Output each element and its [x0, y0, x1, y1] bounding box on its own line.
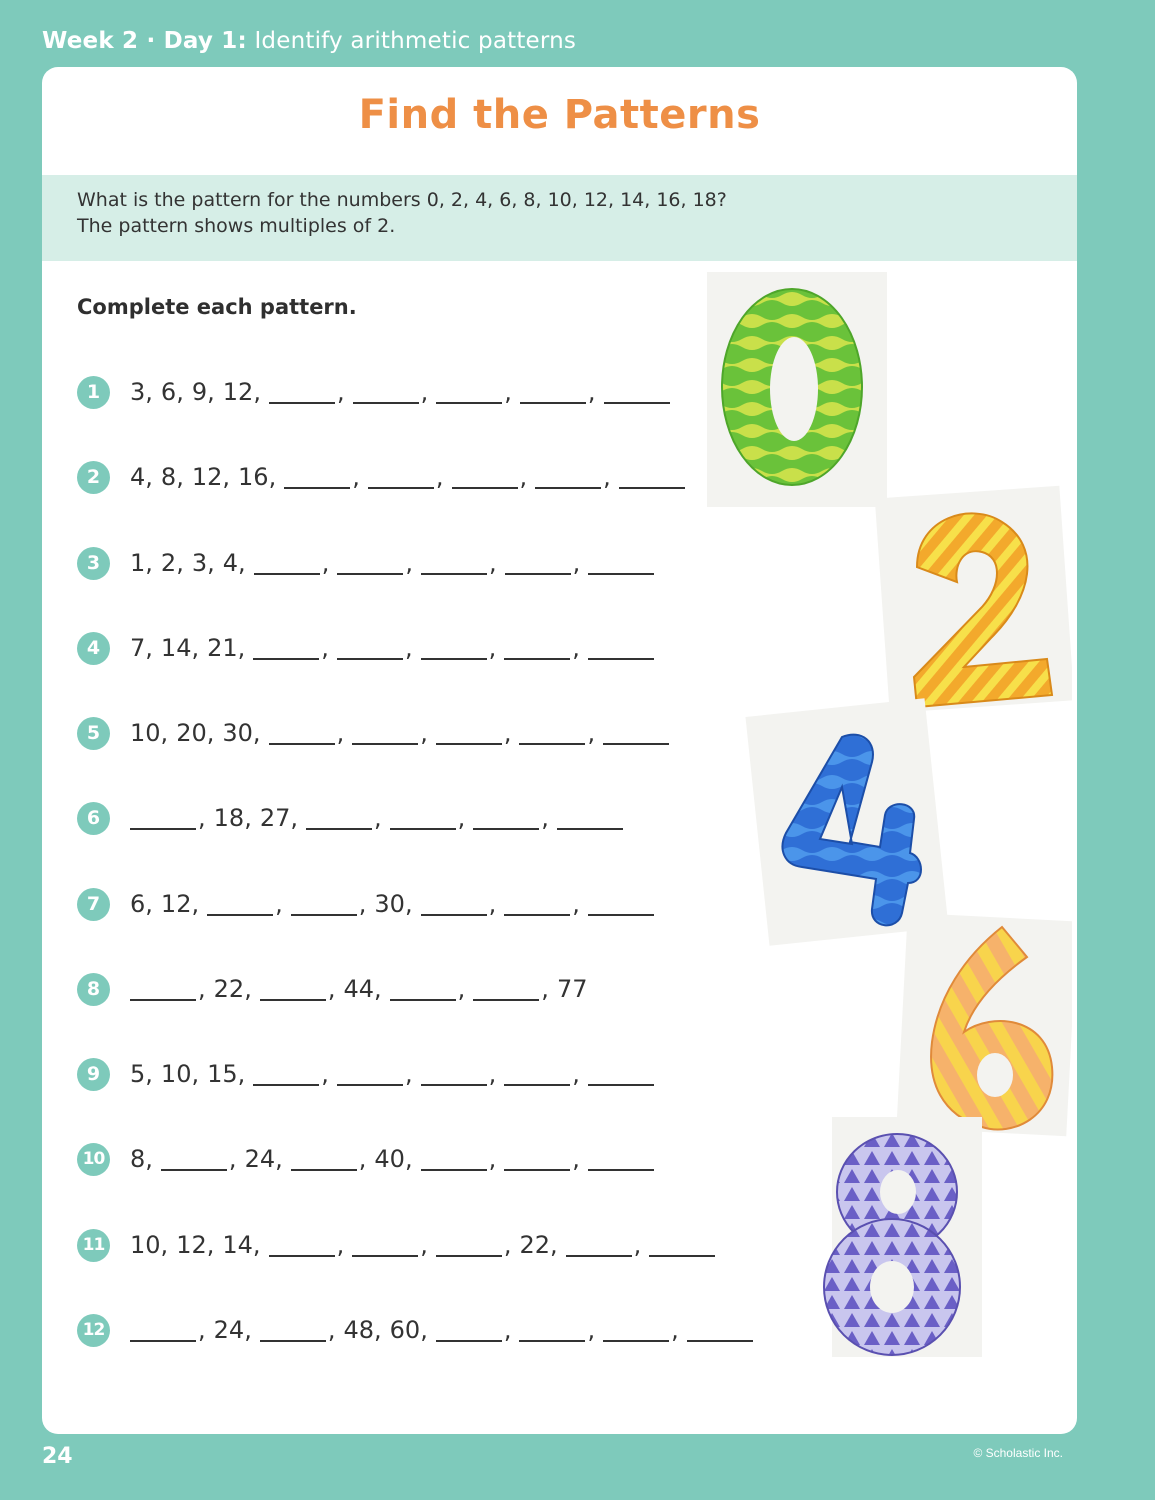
answer-blank[interactable]: [260, 1318, 326, 1342]
answer-blank[interactable]: [504, 1062, 570, 1086]
comma-separator: ,: [207, 549, 215, 577]
problem-number-badge: 1: [77, 376, 110, 409]
answer-blank[interactable]: [421, 551, 487, 575]
comma-separator: ,: [206, 1231, 215, 1259]
example-box: [42, 175, 1077, 261]
pattern-value: 44: [343, 975, 375, 1003]
page-title: Find the Patterns: [358, 92, 761, 138]
page-number: 24: [42, 1444, 73, 1469]
pattern-value: 1: [130, 549, 146, 577]
digit-zero-art: [707, 272, 887, 507]
pattern-value: 6: [130, 890, 146, 918]
comma-separator: ,: [541, 975, 549, 1003]
comma-separator: ,: [405, 549, 413, 577]
comma-separator: ,: [145, 890, 153, 918]
pattern-value: 18: [213, 804, 245, 832]
comma-separator: ,: [191, 1060, 200, 1088]
pattern-problem-12: [77, 1312, 755, 1348]
answer-blank[interactable]: [604, 380, 670, 404]
pattern-value: 3: [191, 549, 208, 577]
answer-blank[interactable]: [130, 977, 196, 1001]
pattern-value: 7: [130, 634, 146, 662]
problem-number-badge: 12: [77, 1314, 110, 1347]
comma-separator: ,: [488, 549, 497, 577]
answer-blank[interactable]: [390, 806, 456, 830]
pattern-problem-1: [77, 374, 672, 410]
answer-blank[interactable]: [368, 465, 434, 489]
problem-number-badge: 8: [77, 973, 110, 1006]
answer-blank[interactable]: [588, 551, 654, 575]
comma-separator: ,: [488, 890, 497, 918]
page-header: [42, 28, 576, 54]
answer-blank[interactable]: [269, 721, 335, 745]
answer-blank[interactable]: [207, 892, 273, 916]
pattern-problem-11: [77, 1227, 717, 1263]
pattern-value: 2: [160, 549, 177, 577]
comma-separator: ,: [275, 1145, 283, 1173]
answer-blank[interactable]: [161, 1147, 227, 1171]
pattern-value: 12: [222, 378, 254, 406]
problem-number-badge: 2: [77, 461, 110, 494]
comma-separator: ,: [321, 634, 329, 662]
comma-separator: ,: [420, 719, 428, 747]
comma-separator: ,: [503, 1231, 512, 1259]
comma-separator: ,: [145, 634, 153, 662]
pattern-value: 5: [130, 1060, 146, 1088]
answer-blank[interactable]: [352, 1233, 418, 1257]
comma-separator: ,: [327, 1316, 336, 1344]
comma-separator: ,: [176, 378, 184, 406]
answer-blank[interactable]: [504, 1147, 570, 1171]
answer-blank[interactable]: [588, 892, 654, 916]
comma-separator: ,: [198, 804, 206, 832]
answer-blank[interactable]: [253, 1062, 319, 1086]
answer-blank[interactable]: [619, 465, 685, 489]
answer-blank[interactable]: [436, 721, 502, 745]
comma-separator: ,: [268, 463, 277, 491]
comma-separator: ,: [420, 378, 429, 406]
comma-separator: ,: [160, 1231, 169, 1259]
pattern-value: 21: [207, 634, 238, 662]
comma-separator: ,: [374, 1316, 382, 1344]
pattern-problem-9: [77, 1056, 656, 1092]
pattern-problem-3: [77, 545, 656, 581]
comma-separator: ,: [191, 634, 200, 662]
answer-blank[interactable]: [505, 551, 571, 575]
comma-separator: ,: [160, 719, 169, 747]
comma-separator: ,: [404, 1060, 413, 1088]
answer-blank[interactable]: [519, 1318, 585, 1342]
pattern-value: 8: [130, 1145, 146, 1173]
answer-blank[interactable]: [353, 380, 419, 404]
comma-separator: ,: [252, 1231, 261, 1259]
pattern-value: 16: [238, 463, 269, 491]
numeral-decoration: [702, 267, 1072, 1377]
answer-blank[interactable]: [337, 551, 403, 575]
answer-blank[interactable]: [452, 465, 518, 489]
comma-separator: ,: [420, 1231, 428, 1259]
pattern-value: 27: [259, 804, 291, 832]
comma-separator: ,: [587, 1316, 596, 1344]
problem-number-badge: 3: [77, 547, 110, 580]
answer-blank[interactable]: [421, 636, 487, 660]
comma-separator: ,: [145, 378, 153, 406]
copyright-notice: © Scholastic Inc.: [973, 1446, 1063, 1460]
pattern-value: 30: [374, 890, 405, 918]
problem-number-badge: 4: [77, 632, 110, 665]
answer-blank[interactable]: [284, 465, 350, 489]
comma-separator: ,: [336, 719, 345, 747]
pattern-problem-7: [77, 886, 656, 922]
answer-blank[interactable]: [504, 892, 570, 916]
problem-number-badge: 5: [77, 717, 110, 750]
comma-separator: ,: [198, 975, 206, 1003]
comma-separator: ,: [145, 463, 153, 491]
pattern-value: 24: [244, 1145, 276, 1173]
comma-separator: ,: [244, 1316, 252, 1344]
comma-separator: ,: [550, 1231, 558, 1259]
comma-separator: ,: [572, 549, 581, 577]
answer-blank[interactable]: [520, 380, 586, 404]
answer-blank[interactable]: [473, 806, 539, 830]
answer-blank[interactable]: [269, 1233, 335, 1257]
comma-separator: ,: [457, 804, 466, 832]
comma-separator: ,: [352, 463, 360, 491]
comma-separator: ,: [290, 804, 299, 832]
pattern-value: 10: [160, 1060, 192, 1088]
comma-separator: ,: [191, 890, 200, 918]
comma-separator: ,: [587, 719, 596, 747]
pattern-value: 12: [160, 890, 192, 918]
pattern-value: 6: [160, 378, 177, 406]
problem-number-badge: 11: [77, 1229, 110, 1262]
comma-separator: ,: [253, 378, 261, 406]
answer-blank[interactable]: [130, 1318, 196, 1342]
comma-separator: ,: [336, 1231, 345, 1259]
answer-blank[interactable]: [421, 1147, 487, 1171]
problem-number-badge: 10: [77, 1143, 110, 1176]
answer-blank[interactable]: [504, 636, 570, 660]
answer-blank[interactable]: [519, 721, 585, 745]
answer-blank[interactable]: [253, 636, 319, 660]
comma-separator: ,: [252, 719, 261, 747]
comma-separator: ,: [176, 549, 184, 577]
comma-separator: ,: [420, 1316, 428, 1344]
comma-separator: ,: [572, 1145, 580, 1173]
comma-separator: ,: [504, 378, 512, 406]
comma-separator: ,: [228, 1145, 237, 1173]
comma-separator: ,: [358, 1145, 367, 1173]
comma-separator: ,: [488, 634, 497, 662]
comma-separator: ,: [321, 549, 330, 577]
comma-separator: ,: [488, 1145, 497, 1173]
comma-separator: ,: [145, 1060, 153, 1088]
pattern-value: 9: [191, 378, 208, 406]
pattern-value: 48: [343, 1316, 375, 1344]
answer-blank[interactable]: [535, 465, 601, 489]
answer-blank[interactable]: [421, 1062, 487, 1086]
topic-label: Identify arithmetic patterns: [254, 28, 577, 54]
answer-blank[interactable]: [291, 892, 357, 916]
pattern-problem-8: [77, 971, 587, 1007]
pattern-value: 22: [519, 1231, 551, 1259]
pattern-value: 24: [213, 1316, 245, 1344]
pattern-value: 14: [160, 634, 192, 662]
comma-separator: ,: [358, 890, 367, 918]
answer-blank[interactable]: [260, 977, 326, 1001]
digit-six-art: [896, 913, 1072, 1137]
pattern-value: 10: [130, 719, 161, 747]
answer-blank[interactable]: [436, 380, 502, 404]
pattern-value: 22: [213, 975, 245, 1003]
comma-separator: ,: [145, 1145, 153, 1173]
answer-blank[interactable]: [390, 977, 456, 1001]
comma-separator: ,: [237, 634, 246, 662]
pattern-value: 3: [130, 378, 146, 406]
answer-blank[interactable]: [269, 380, 335, 404]
answer-blank[interactable]: [291, 1147, 357, 1171]
example-question: What is the pattern for the numbers 0, 2, 4, 6, 8, 10, 12, 14, 16, 18?: [77, 189, 727, 211]
comma-separator: ,: [237, 1060, 246, 1088]
pattern-problem-5: [77, 715, 671, 751]
pattern-problem-10: [77, 1141, 656, 1177]
comma-separator: ,: [633, 1231, 642, 1259]
answer-blank[interactable]: [254, 551, 320, 575]
comma-separator: ,: [572, 634, 580, 662]
example-answer: The pattern shows multiples of 2.: [77, 215, 396, 237]
answer-blank[interactable]: [421, 892, 487, 916]
comma-separator: ,: [404, 1145, 413, 1173]
digit-four-art: [745, 698, 948, 946]
answer-blank[interactable]: [436, 1233, 502, 1257]
pattern-value: 4: [130, 463, 146, 491]
comma-separator: ,: [457, 975, 466, 1003]
answer-blank[interactable]: [588, 636, 654, 660]
comma-separator: ,: [222, 463, 231, 491]
comma-separator: ,: [176, 463, 184, 491]
pattern-value: 20: [176, 719, 207, 747]
pattern-problem-6: [77, 800, 625, 836]
comma-separator: ,: [541, 804, 549, 832]
comma-separator: ,: [374, 804, 382, 832]
answer-blank[interactable]: [588, 1062, 654, 1086]
comma-separator: ,: [207, 378, 215, 406]
comma-separator: ,: [587, 378, 596, 406]
comma-separator: ,: [404, 634, 413, 662]
problem-number-badge: 7: [77, 888, 110, 921]
instruction-text: Complete each pattern.: [77, 295, 357, 319]
answer-blank[interactable]: [130, 806, 196, 830]
comma-separator: ,: [572, 1060, 580, 1088]
pattern-value: 30: [222, 719, 253, 747]
comma-separator: ,: [519, 463, 528, 491]
pattern-value: 77: [556, 975, 588, 1003]
comma-separator: ,: [206, 719, 215, 747]
answer-blank[interactable]: [588, 1147, 654, 1171]
pattern-value: 12: [176, 1231, 207, 1259]
comma-separator: ,: [327, 975, 336, 1003]
comma-separator: ,: [503, 1316, 512, 1344]
problem-number-badge: 9: [77, 1058, 110, 1091]
comma-separator: ,: [145, 549, 153, 577]
pattern-value: 40: [374, 1145, 405, 1173]
comma-separator: ,: [336, 378, 345, 406]
pattern-problem-2: [77, 459, 687, 495]
answer-blank[interactable]: [337, 1062, 403, 1086]
comma-separator: ,: [671, 1316, 679, 1344]
worksheet-card: [42, 67, 1077, 1434]
digit-two-art: [875, 486, 1072, 713]
pattern-problem-4: [77, 630, 656, 666]
problem-number-badge: 6: [77, 802, 110, 835]
answer-blank[interactable]: [566, 1233, 632, 1257]
answer-blank[interactable]: [337, 636, 403, 660]
comma-separator: ,: [503, 719, 512, 747]
digit-eight-art: [824, 1117, 982, 1357]
comma-separator: ,: [321, 1060, 329, 1088]
comma-separator: ,: [435, 463, 444, 491]
answer-blank[interactable]: [557, 806, 623, 830]
comma-separator: ,: [275, 890, 283, 918]
answer-blank[interactable]: [436, 1318, 502, 1342]
answer-blank[interactable]: [473, 977, 539, 1001]
answer-blank[interactable]: [603, 721, 669, 745]
week-day-label: Week 2 · Day 1:: [42, 28, 247, 54]
pattern-value: 15: [207, 1060, 238, 1088]
comma-separator: ,: [488, 1060, 497, 1088]
pattern-value: 60: [389, 1316, 421, 1344]
comma-separator: ,: [374, 975, 382, 1003]
answer-blank[interactable]: [306, 806, 372, 830]
comma-separator: ,: [198, 1316, 206, 1344]
pattern-value: 4: [222, 549, 239, 577]
pattern-value: 12: [191, 463, 223, 491]
comma-separator: ,: [603, 463, 611, 491]
answer-blank[interactable]: [352, 721, 418, 745]
comma-separator: ,: [244, 804, 252, 832]
comma-separator: ,: [244, 975, 252, 1003]
comma-separator: ,: [572, 890, 580, 918]
pattern-value: 10: [130, 1231, 161, 1259]
comma-separator: ,: [238, 549, 246, 577]
comma-separator: ,: [404, 890, 413, 918]
pattern-value: 8: [160, 463, 177, 491]
pattern-value: 14: [222, 1231, 253, 1259]
answer-blank[interactable]: [603, 1318, 669, 1342]
